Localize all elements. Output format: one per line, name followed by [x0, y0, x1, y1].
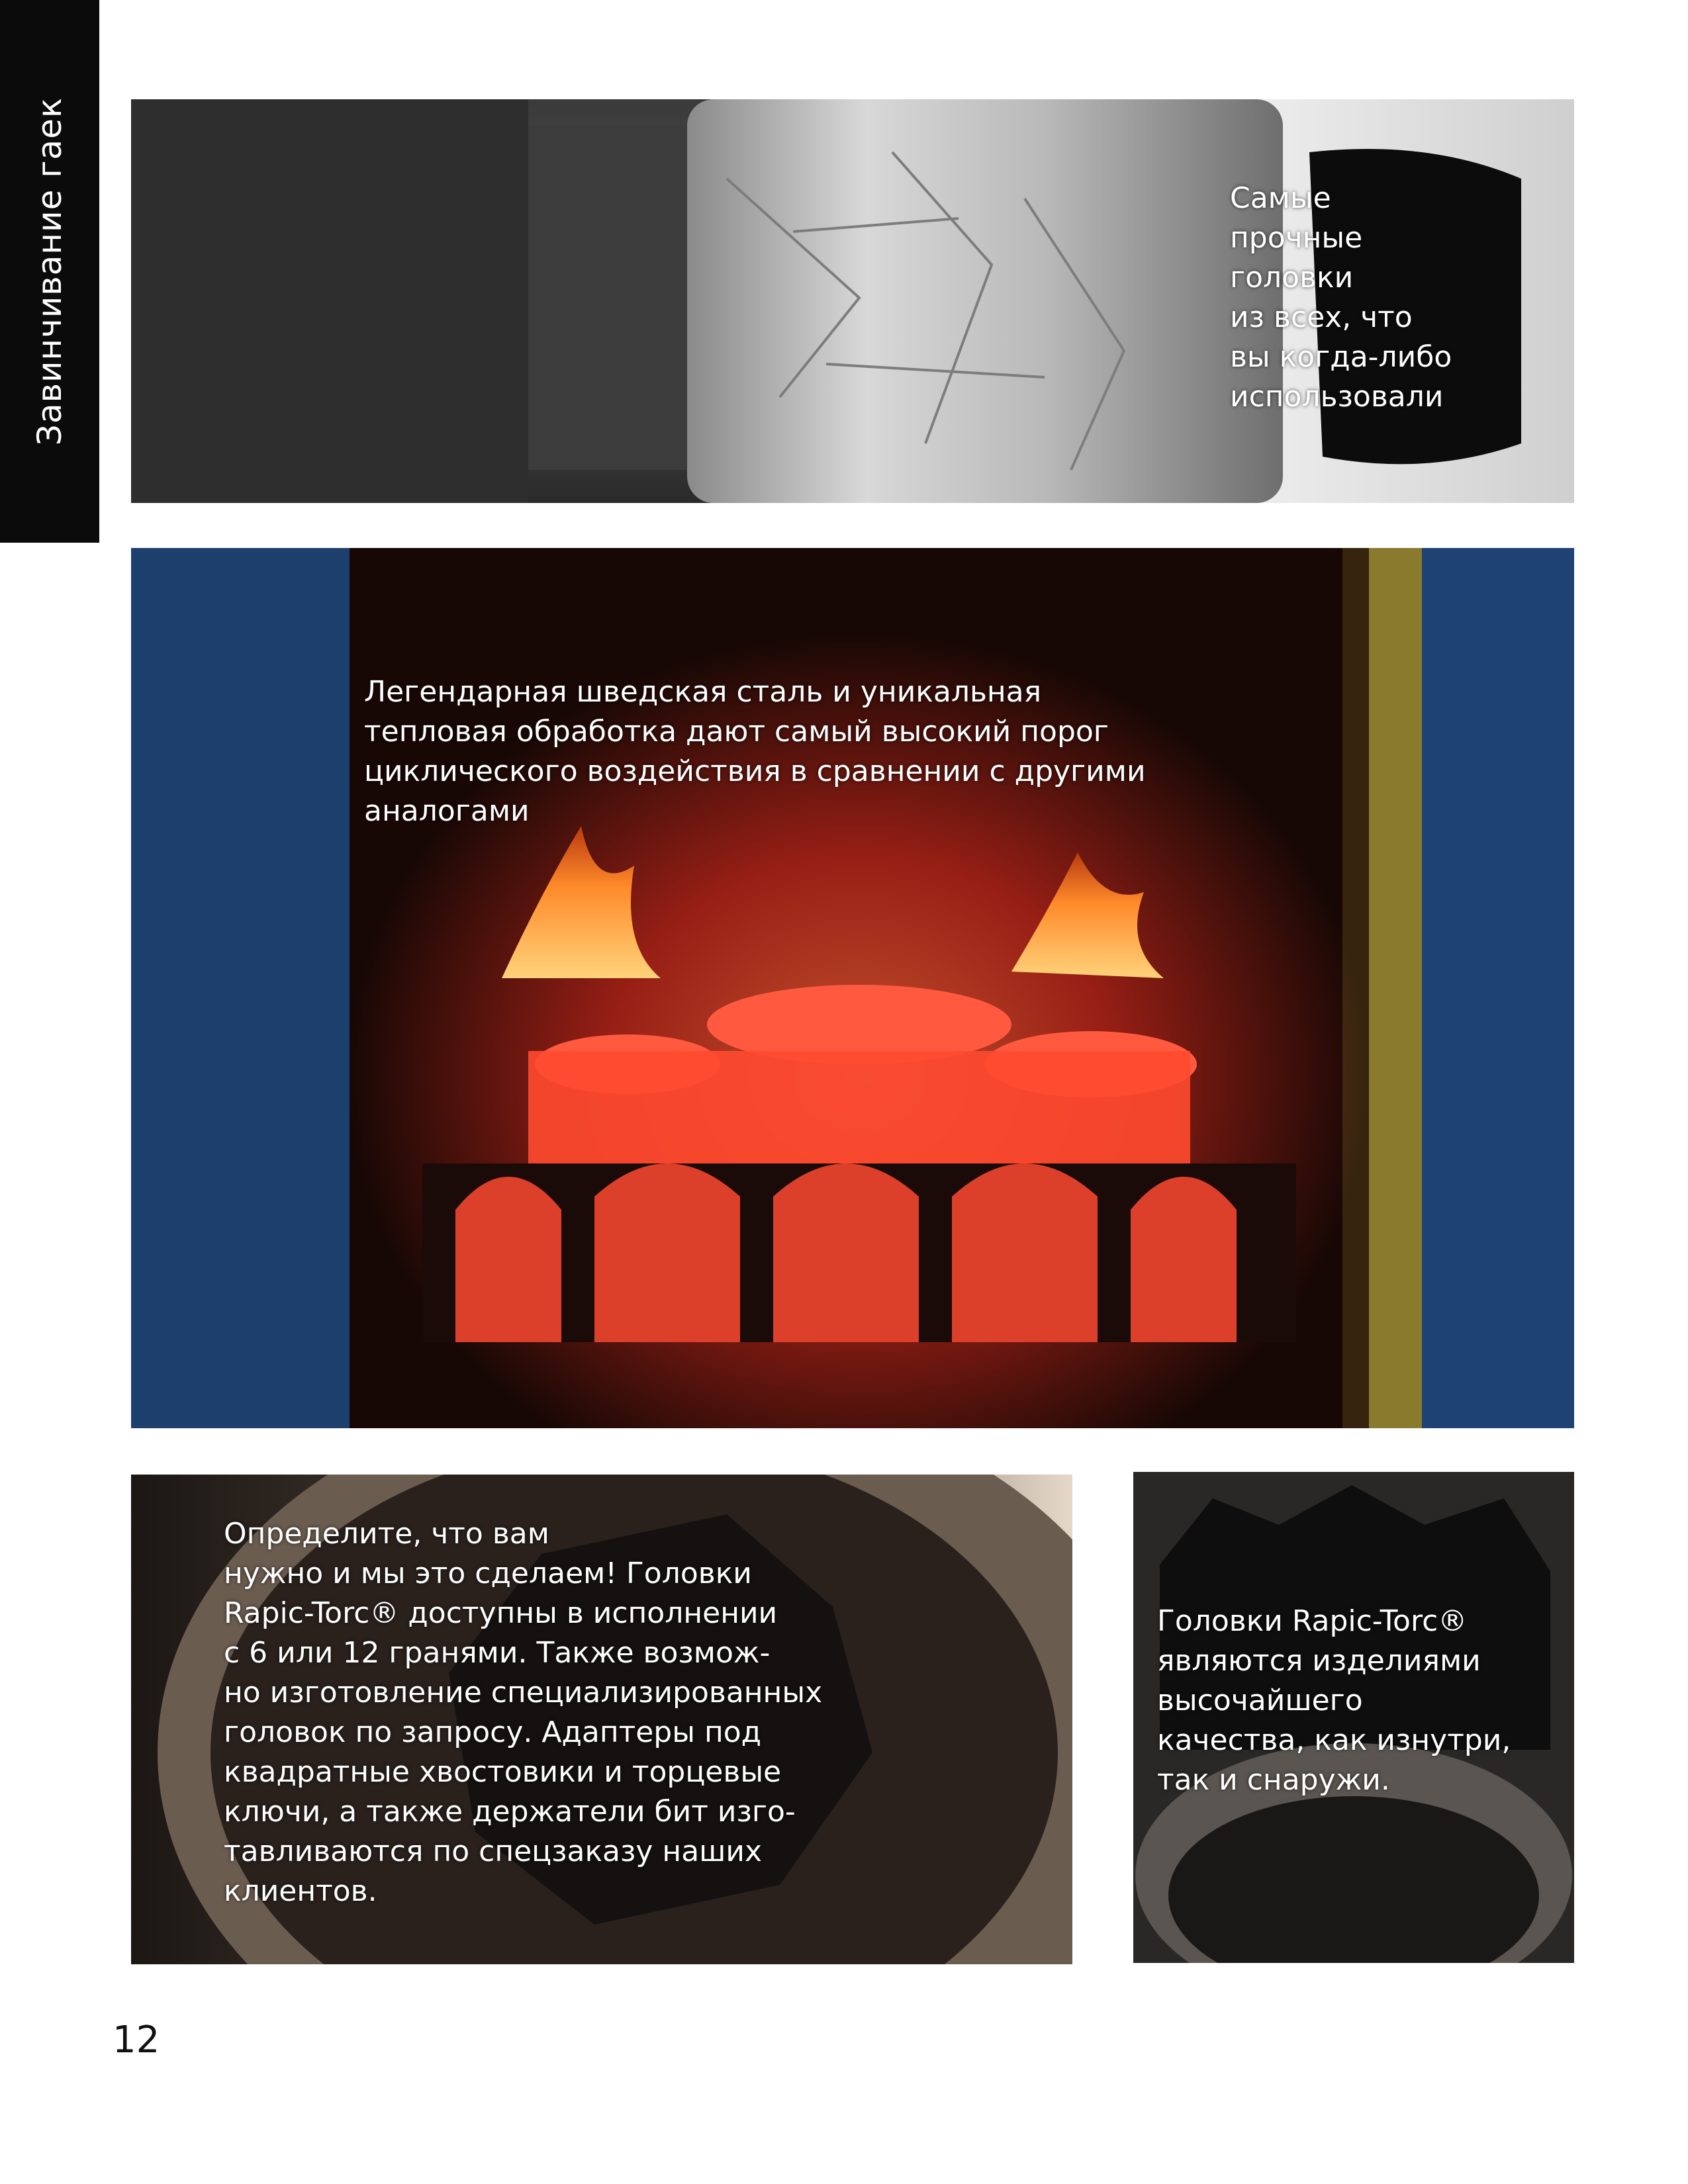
- twelve-point-socket-caption: Головки Rapic-Torc® являются изделиями высочайшего качества, как изнутри, так и снаружи.: [1157, 1604, 1511, 1797]
- section-tab-label: Завинчивание гаек: [30, 97, 69, 446]
- furnace-photo-caption: Легендарная шведская сталь и уникальная тепловая обработка дают самый высокий порог циклического воздействия в сравнении с другими аналогами: [364, 675, 1146, 828]
- heat-treatment-furnace-photo: [131, 548, 1574, 1428]
- top-photo-caption: Самые прочные головки из всех, что вы когда-либо использовали: [1230, 181, 1452, 414]
- metal-socket-photo: [131, 99, 1574, 503]
- section-tab: [0, 0, 99, 543]
- socket-interior-photo: [131, 1475, 1072, 1964]
- twelve-point-socket-photo: [1133, 1472, 1574, 1963]
- socket-interior-caption: Определите, что вам нужно и мы это сделаем! Головки Rapic-Torc® доступны в исполнении с 6 или 12 гранями. Также возмож- но изготовление специализированных головок по запросу. Адаптеры под квадратные хвостовики и торцевые ключи, а также держатели бит изго- тавливаются по спецзаказу наших клиентов.: [224, 1517, 823, 1908]
- page-number: 12: [113, 2019, 160, 2062]
